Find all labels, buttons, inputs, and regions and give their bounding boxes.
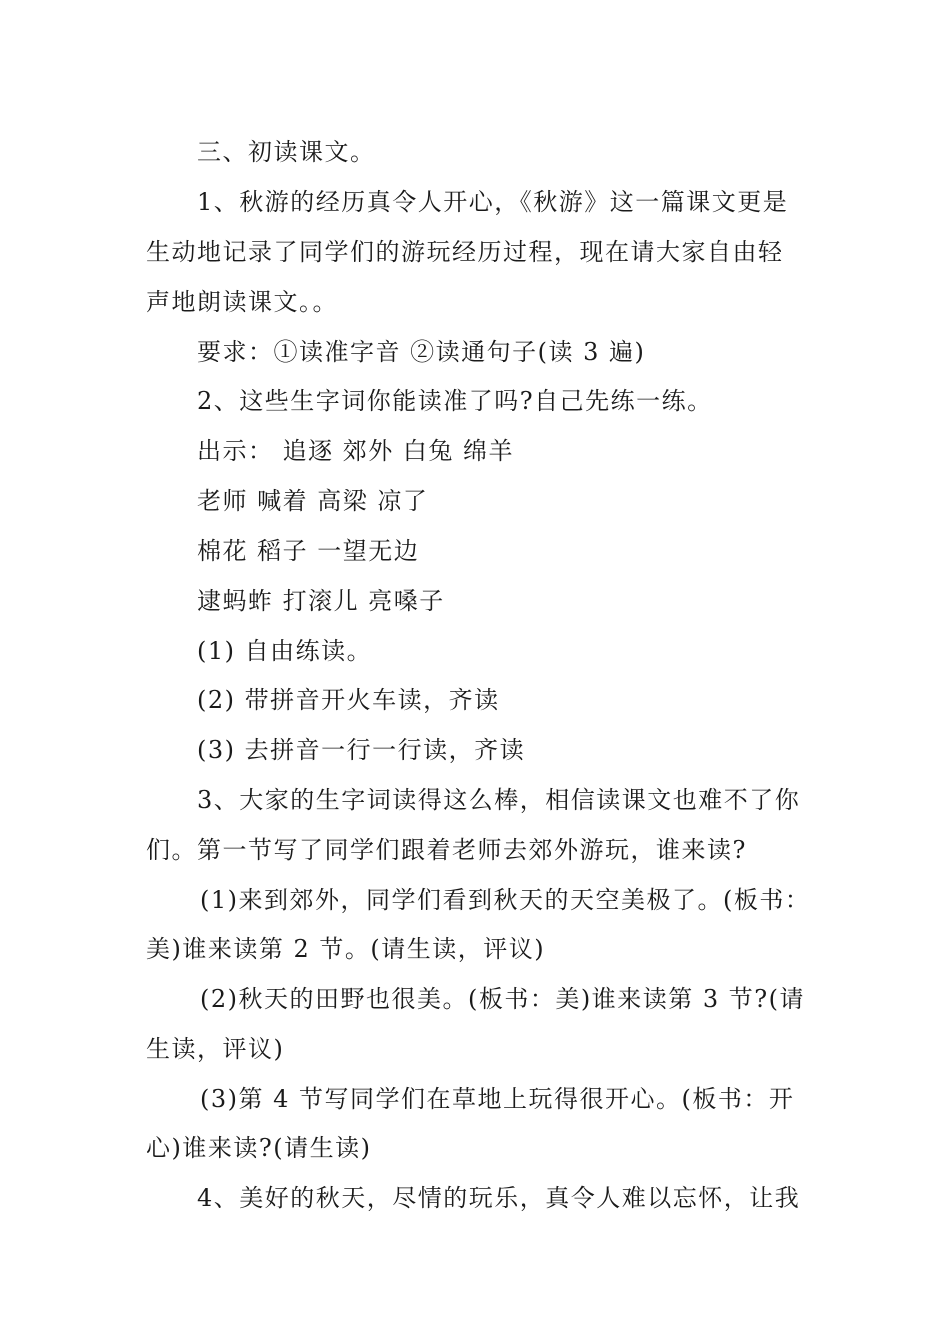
paragraph-line: (3)第 4 节写同学们在草地上玩得很开心。(板书：开 [200,1085,795,1113]
word-list-line: 逮蚂蚱 打滚儿 亮嗓子 [197,587,445,615]
paragraph-line: 心)谁来读?(请生读) [146,1134,372,1162]
paragraph-line: 4、美好的秋天，尽情的玩乐，真令人难以忘怀，让我 [197,1184,801,1212]
word-list-line: 出示： 追逐 郊外 白兔 绵羊 [197,437,515,465]
paragraph-line: 1、秋游的经历真令人开心，《秋游》这一篇课文更是 [197,188,789,216]
paragraph-line: 2、这些生字词你能读准了吗?自己先练一练。 [197,387,713,415]
requirements-line: 要求：①读准字音 ②读通句子(读 3 遍) [197,338,646,366]
list-item: (3) 去拼音一行一行读，齐读 [197,736,526,764]
paragraph-line: 声地朗读课文。。 [146,288,338,316]
paragraph-line: 3、大家的生字词读得这么棒，相信读课文也难不了你 [197,786,801,814]
paragraph-line: 生读，评议) [146,1035,285,1063]
paragraph-line: 美)谁来读第 2 节。(请生读，评议) [146,935,546,963]
paragraph-line: (1)来到郊外，同学们看到秋天的天空美极了。(板书： [200,886,811,914]
list-item: (1) 自由练读。 [197,637,373,665]
word-list-line: 老师 喊着 高梁 凉了 [197,487,429,515]
paragraph-line: 生动地记录了同学们的游玩经历过程，现在请大家自由轻 [146,238,784,266]
word-list-line: 棉花 稻子 一望无边 [197,537,420,565]
list-item: (2) 带拼音开火车读，齐读 [197,686,500,714]
paragraph-line: (2)秋天的田野也很美。(板书：美)谁来读第 3 节?(请 [200,985,805,1013]
paragraph-line: 们。第一节写了同学们跟着老师去郊外游玩，谁来读? [146,836,747,864]
section-heading: 三、初读课文。 [197,138,376,166]
